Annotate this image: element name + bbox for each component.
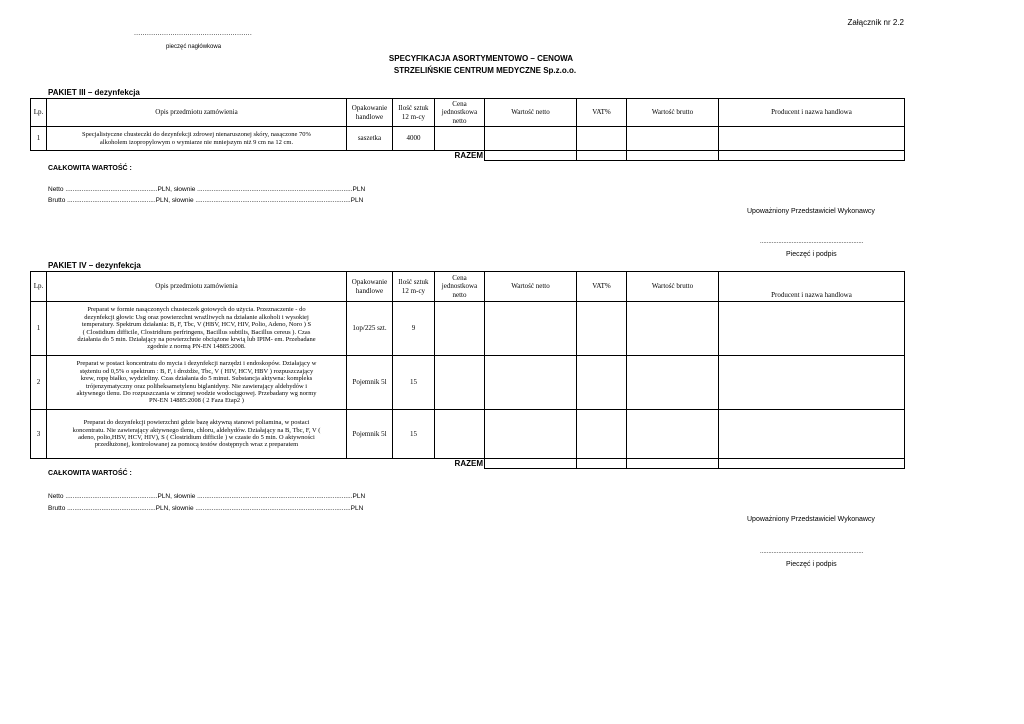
pakiet3-netto-line[interactable]: Netto ...................................................PLN, słownie ......................................................................................PLN bbox=[48, 186, 366, 193]
razem-row bbox=[31, 459, 905, 469]
col-producent: Producent i nazwa handlowa bbox=[719, 272, 905, 302]
col-cena: Cena jednostkowa netto bbox=[435, 272, 485, 302]
cell-vat-input[interactable] bbox=[577, 356, 627, 410]
row-opis: Preparat do dezynfekcji powierzchni gdzie bazę aktywną stanowi poliamina, w postaci koncentratu. Nie zawierający aktywnego tlenu, chloru, aldehydów. Działający na B, Tbc, F, V ( adeno, polio,HBV, HCV, HIV), S ( Clostridium difficile ) w czasie do 5 min. O aktywności przedłużonej, kontrolowanej za pomocą testów dostępnych wraz z preparatem bbox=[47, 410, 347, 459]
cell-cena-input[interactable] bbox=[435, 410, 485, 459]
table-header-row bbox=[31, 272, 905, 302]
row-lp: 1 bbox=[31, 302, 47, 356]
razem-netto-input[interactable] bbox=[485, 151, 577, 161]
document-title: SPECYFIKACJA ASORTYMENTOWO – CENOWA bbox=[388, 54, 574, 63]
attachment-number: Załącznik nr 2.2 bbox=[847, 18, 904, 27]
row-opis: Preparat w formie nasączonych chusteczek gotowych do użycia. Przeznaczenie - do dezynfekcji głowic Usg oraz powierzchni wrażliwych na działanie alkoholi i wysokiej temperatury. Spektrum działania: B, F, Tbc, V (HBV, HCV, HIV, Polio, Adeno, Noro ) S ( Clostidium difficile, Clostridium perfringens, Bacillus subtilis, Bacillus cereus ). Czas działania do 5 min. Działający na powierzchnie obciążone krwią lub IPIM- em. Przebadane zgodnie z normą PN-EN 14885:2008. bbox=[47, 302, 347, 356]
col-wartosc-netto: Wartość netto bbox=[485, 272, 577, 302]
col-cena: Cena jednostkowa netto bbox=[435, 99, 485, 127]
pakiet3-representative: Upoważniony Przedstawiciel Wykonawcy bbox=[747, 208, 875, 215]
institution-name: STRZELIŃSKIE CENTRUM MEDYCZNE Sp.z.o.o. bbox=[393, 66, 577, 75]
cell-vat-input[interactable] bbox=[577, 410, 627, 459]
col-vat: VAT% bbox=[577, 272, 627, 302]
col-vat: VAT% bbox=[577, 99, 627, 127]
pakiet3-title: PAKIET III – dezynfekcja bbox=[48, 88, 140, 97]
stamp-label: pieczęć nagłówkowa bbox=[166, 44, 222, 50]
pakiet4-representative: Upoważniony Przedstawiciel Wykonawcy bbox=[747, 516, 875, 523]
pakiet4-signature-line[interactable]: .............................................................. bbox=[760, 549, 864, 555]
col-opakowanie: Opakowanie handlowe bbox=[347, 272, 393, 302]
cell-netto-input[interactable] bbox=[485, 356, 577, 410]
pakiet4-brutto-line[interactable]: Brutto .................................................PLN, słownie ......................................................................................PLN bbox=[48, 505, 364, 512]
cell-brutto-input[interactable] bbox=[627, 356, 719, 410]
pakiet3-signature-label: Pieczęć i podpis bbox=[786, 251, 837, 258]
row-ilosc: 15 bbox=[393, 356, 435, 410]
cell-producent-input[interactable] bbox=[719, 356, 905, 410]
col-ilosc: Ilość sztuk 12 m-cy bbox=[393, 99, 435, 127]
stamp-dotted-line: ....................................................... bbox=[134, 30, 252, 37]
cell-brutto-input[interactable] bbox=[627, 302, 719, 356]
pakiet3-table bbox=[30, 98, 905, 161]
razem-vat-input[interactable] bbox=[577, 151, 627, 161]
col-opis: Opis przedmiotu zamówienia bbox=[47, 99, 347, 127]
pakiet4-title: PAKIET IV – dezynfekcja bbox=[48, 261, 141, 270]
row-ilosc: 4000 bbox=[393, 127, 435, 151]
row-opakowanie: 1op/225 szt. bbox=[347, 302, 393, 356]
pakiet3-total-label: CAŁKOWITA WARTOŚĆ : bbox=[48, 165, 132, 172]
pakiet4-signature-label: Pieczęć i podpis bbox=[786, 561, 837, 568]
cell-brutto-input[interactable] bbox=[627, 127, 719, 151]
razem-label: RAZEM bbox=[435, 151, 485, 161]
col-wartosc-brutto: Wartość brutto bbox=[627, 272, 719, 302]
pakiet4-table bbox=[30, 271, 905, 469]
razem-producent-input[interactable] bbox=[719, 151, 905, 161]
cell-producent-input[interactable] bbox=[719, 127, 905, 151]
col-opakowanie: Opakowanie handlowe bbox=[347, 99, 393, 127]
table-row bbox=[31, 127, 905, 151]
row-ilosc: 15 bbox=[393, 410, 435, 459]
row-opakowanie: saszetka bbox=[347, 127, 393, 151]
cell-netto-input[interactable] bbox=[485, 410, 577, 459]
cell-cena-input[interactable] bbox=[435, 127, 485, 151]
row-ilosc: 9 bbox=[393, 302, 435, 356]
col-wartosc-brutto: Wartość brutto bbox=[627, 99, 719, 127]
table-row bbox=[31, 302, 905, 356]
cell-producent-input[interactable] bbox=[719, 410, 905, 459]
razem-row bbox=[31, 151, 905, 161]
cell-vat-input[interactable] bbox=[577, 302, 627, 356]
col-opis: Opis przedmiotu zamówienia bbox=[47, 272, 347, 302]
col-ilosc: Ilość sztuk 12 m-cy bbox=[393, 272, 435, 302]
col-lp: Lp. bbox=[31, 272, 47, 302]
row-opakowanie: Pojemnik 5l bbox=[347, 356, 393, 410]
cell-producent-input[interactable] bbox=[719, 302, 905, 356]
pakiet3-signature-line[interactable]: .............................................................. bbox=[760, 239, 864, 245]
row-opakowanie: Pojemnik 5l bbox=[347, 410, 393, 459]
razem-producent-input[interactable] bbox=[719, 459, 905, 469]
razem-brutto-input[interactable] bbox=[627, 459, 719, 469]
table-row bbox=[31, 410, 905, 459]
row-lp: 3 bbox=[31, 410, 47, 459]
razem-brutto-input[interactable] bbox=[627, 151, 719, 161]
pakiet4-total-label: CAŁKOWITA WARTOŚĆ : bbox=[48, 470, 132, 477]
cell-cena-input[interactable] bbox=[435, 356, 485, 410]
cell-vat-input[interactable] bbox=[577, 127, 627, 151]
table-row bbox=[31, 356, 905, 410]
pakiet4-netto-line[interactable]: Netto ...................................................PLN, słownie ......................................................................................PLN bbox=[48, 493, 366, 500]
row-opis: Specjalistyczne chusteczki do dezynfekcji zdrowej nienaruszonej skóry, nasączone 70% alkoholem izopropylowym o wymiarze nie mniejszym niż 9 cm na 12 cm. bbox=[47, 127, 347, 151]
row-opis: Preparat w postaci koncentratu do mycia i dezynfekcji narzędzi i endoskopów. Działający w stężeniu od 0,5% o spektrum : B, F, i drożdże, Tbc, V ( HIV, HCV, HBV ) rozpuszczający krew, ropę białko, wydzieliny. Czas działania do 5 minut. Substancja aktywna: kompleks trójenzymatyczny oraz poliheksametylenu biglanidyny. Nie zawierający aldehydów i aktywnego tlenu. Do rozpuszczania w zimnej wodzie wodociągowej. Przebadany wg normy PN-EN 14885:2008 ( 2 Faza Etap2 ) bbox=[47, 356, 347, 410]
cell-netto-input[interactable] bbox=[485, 302, 577, 356]
razem-label: RAZEM bbox=[435, 459, 485, 469]
cell-cena-input[interactable] bbox=[435, 302, 485, 356]
razem-netto-input[interactable] bbox=[485, 459, 577, 469]
col-producent: Producent i nazwa handlowa bbox=[719, 99, 905, 127]
cell-brutto-input[interactable] bbox=[627, 410, 719, 459]
row-lp: 1 bbox=[31, 127, 47, 151]
cell-netto-input[interactable] bbox=[485, 127, 577, 151]
row-lp: 2 bbox=[31, 356, 47, 410]
table-header-row bbox=[31, 99, 905, 127]
pakiet3-brutto-line[interactable]: Brutto .................................................PLN, słownie ......................................................................................PLN bbox=[48, 197, 364, 204]
col-lp: Lp. bbox=[31, 99, 47, 127]
razem-vat-input[interactable] bbox=[577, 459, 627, 469]
col-wartosc-netto: Wartość netto bbox=[485, 99, 577, 127]
